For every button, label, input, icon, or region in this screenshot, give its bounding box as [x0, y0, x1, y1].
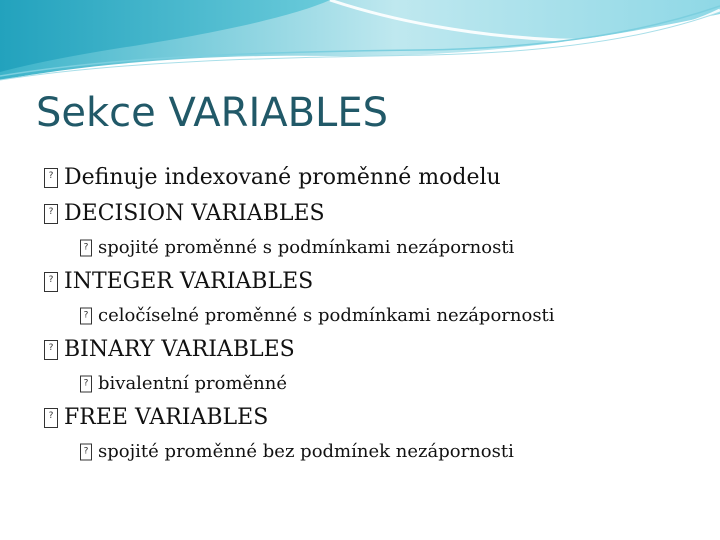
missing-glyph-box-icon: [44, 168, 58, 188]
sub-bullet-item: [44, 370, 704, 398]
sub-bullet-text: bivalentní proměnné: [98, 373, 288, 394]
sub-bullet-text: spojité proměnné s podmínkami nezápornosti: [98, 237, 515, 258]
missing-glyph-box-icon: [44, 408, 58, 428]
bullet-item: [44, 266, 704, 298]
missing-glyph-box-icon: [80, 240, 92, 257]
missing-glyph-box-icon: [80, 444, 92, 461]
missing-glyph-box-icon: [44, 204, 58, 224]
bullet-item: [44, 162, 704, 194]
sub-bullet-text: celočíselné proměnné s podmínkami nezápornosti: [98, 305, 555, 326]
missing-glyph-box-icon: [44, 340, 58, 360]
bullet-text: DECISION VARIABLES: [64, 201, 325, 226]
slide-title: Sekce VARIABLES: [36, 90, 388, 136]
sub-bullet-item: [44, 234, 704, 262]
missing-glyph-box-icon: [80, 376, 92, 393]
bullet-text: FREE VARIABLES: [64, 405, 269, 430]
bullet-text: Definuje indexované proměnné modelu: [64, 165, 501, 190]
sub-bullet-item: [44, 302, 704, 330]
sub-bullet-text: spojité proměnné bez podmínek nezápornosti: [98, 441, 514, 462]
bullet-text: INTEGER VARIABLES: [64, 269, 314, 294]
missing-glyph-box-icon: [44, 272, 58, 292]
bullet-text: BINARY VARIABLES: [64, 337, 295, 362]
missing-glyph-box-icon: [80, 308, 92, 325]
bullet-item: [44, 334, 704, 366]
bullet-item: [44, 198, 704, 230]
bullet-item: [44, 402, 704, 434]
bullet-list: [44, 158, 704, 468]
header-wave-decoration: [0, 0, 720, 90]
sub-bullet-item: [44, 438, 704, 466]
